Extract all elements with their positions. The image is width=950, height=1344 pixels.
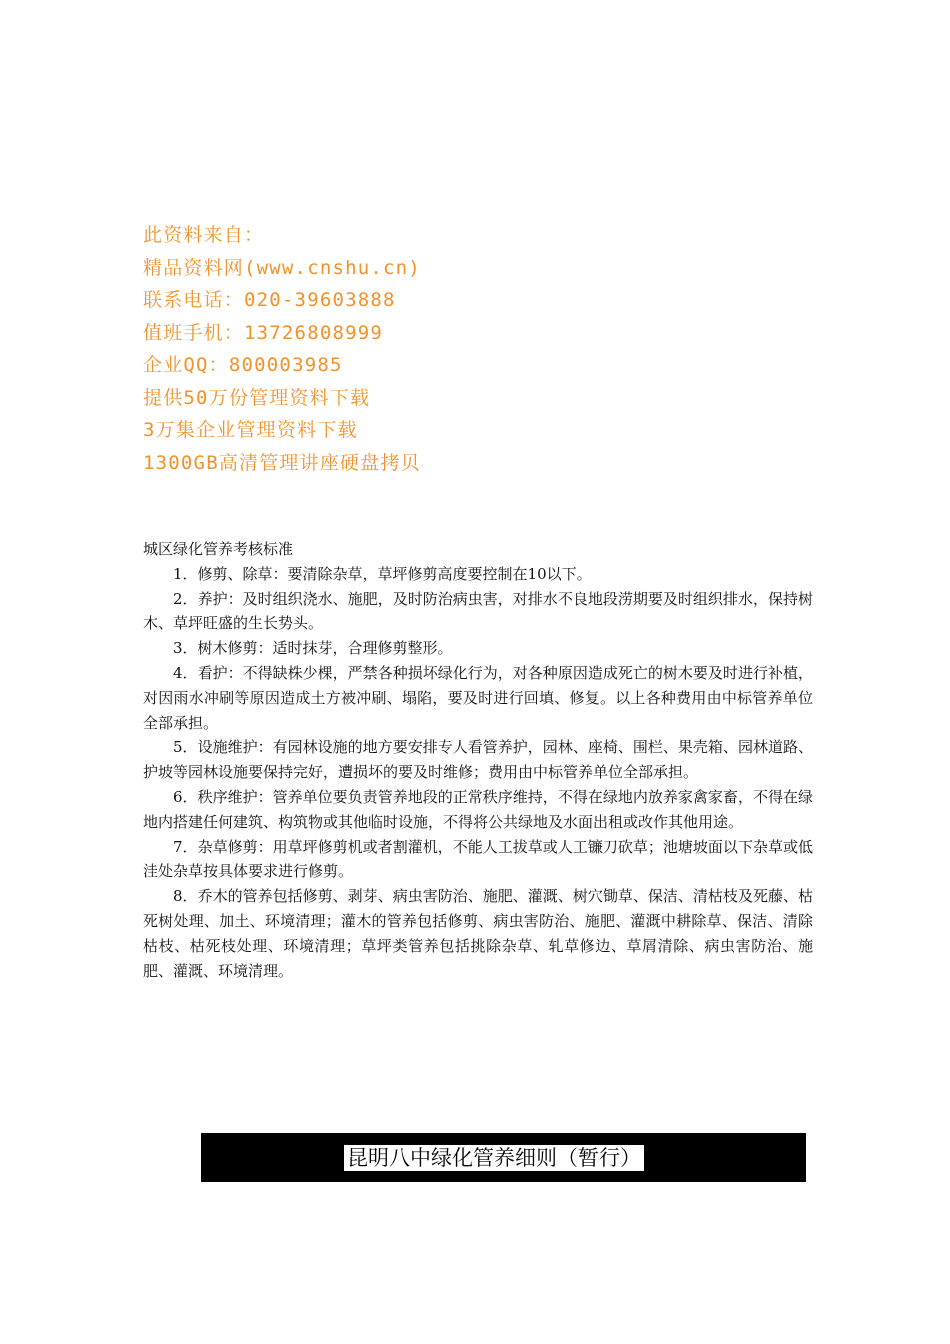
banner-title: 昆明八中绿化管养细则（暂行） <box>344 1145 644 1171</box>
promo-line-mobile: 值班手机：13726808999 <box>143 321 384 344</box>
paragraph-7: 7．杂草修剪：用草坪修剪机或者割灌机，不能人工拔草或人工镰刀砍草；池塘坡面以下杂草或低洼处杂草按具体要求进行修剪。 <box>143 837 813 881</box>
promo-line-downloads: 提供50万份管理资料下载 <box>143 386 371 409</box>
promo-line-qq: 企业QQ：800003985 <box>143 354 343 376</box>
promo-line-website: 精品资料网(www.cnshu.cn) <box>143 256 421 279</box>
promo-line-source: 此资料来自： <box>143 224 265 246</box>
paragraph-8: 8．乔木的管养包括修剪、剥芽、病虫害防治、施肥、灌溉、树穴锄草、保洁、清枯枝及死藤、枯死树处理、加土、环境清理；灌木的管养包括修剪、病虫害防治、施肥、灌溉中耕除草、保洁、清除枯枝、枯死枝处理、环境清理；草坪类管养包括挑除杂草、轧草修边、草屑清除、病虫害防治、施肥、灌溉、环境清理。 <box>143 887 813 980</box>
document-title: 城区绿化管养考核标准 <box>143 540 294 558</box>
paragraph-2: 2．养护：及时组织浇水、施肥，及时防治病虫害，对排水不良地段涝期要及时组织排水，保持树木、草坪旺盛的生长势头。 <box>143 589 813 633</box>
paragraph-1: 1．修剪、除草：要清除杂草，草坪修剪高度要控制在10以下。 <box>173 564 592 583</box>
paragraph-4: 4．看护：不得缺株少棵，严禁各种损坏绿化行为，对各种原因造成死亡的树木要及时进行补植，对因雨水冲刷等原因造成土方被冲刷、塌陷，要及时进行回填、修复。以上各种费用由中标管养单位全部承担。 <box>143 663 813 732</box>
source-promo-block <box>143 219 703 479</box>
promo-line-lectures: 1300GB高清管理讲座硬盘拷贝 <box>143 451 421 474</box>
paragraph-5: 5．设施维护：有园林设施的地方要安排专人看管养护，园林、座椅、围栏、果壳箱、园林道路、护坡等园林设施要保持完好，遭损坏的要及时维修；费用由中标管养单位全部承担。 <box>143 738 813 782</box>
paragraph-6: 6．秩序维护：管养单位要负责管养地段的正常秩序维持，不得在绿地内放养家禽家畜，不得在绿地内搭建任何建筑、构筑物或其他临时设施，不得将公共绿地及水面出租或改作其他用途。 <box>143 787 813 831</box>
document-body <box>143 537 813 983</box>
promo-line-phone: 联系电话：020-39603888 <box>143 289 396 311</box>
section-banner <box>201 1133 806 1182</box>
promo-line-collections: 3万集企业管理资料下载 <box>143 419 358 441</box>
paragraph-3: 3．树木修剪：适时抹芽，合理修剪整形。 <box>173 639 453 658</box>
